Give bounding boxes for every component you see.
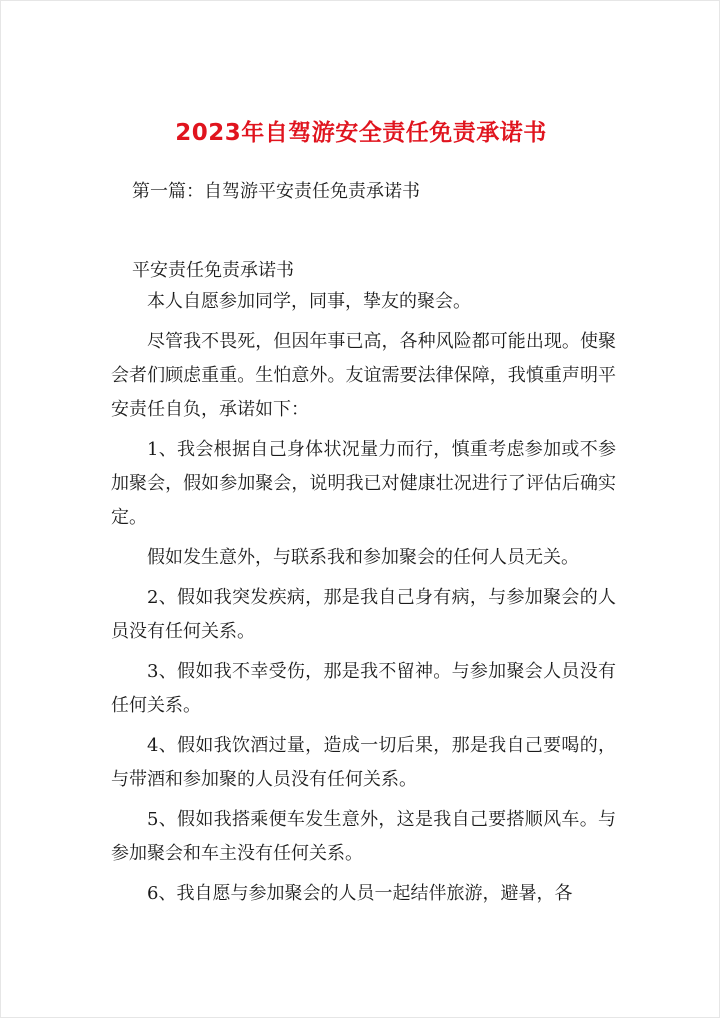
paragraph: 尽管我不畏死，但因年事已高，各种风险都可能出现。使聚会者们顾虑重重。生怕意外。友谊需要法律保障，我慎重声明平安责任自负，承诺如下： xyxy=(111,331,616,420)
section-subheading: 平安责任免责承诺书 xyxy=(132,260,294,281)
paragraph: 1、我会根据自己身体状况量力而行，慎重考虑参加或不参加聚会，假如参加聚会，说明我已对健康壮况进行了评估后确实定。 xyxy=(111,439,616,528)
paragraph: 5、假如我搭乘便车发生意外，这是我自己要搭顺风车。与参加聚会和车主没有任何关系。 xyxy=(111,809,616,864)
paragraph: 假如发生意外，与联系我和参加聚会的任何人员无关。 xyxy=(147,547,579,568)
document-title: 2023年自驾游安全责任免责承诺书 xyxy=(175,120,547,146)
paragraph: 6、我自愿与参加聚会的人员一起结伴旅游，避暑，各 xyxy=(147,883,573,904)
body-text xyxy=(111,285,616,917)
paragraph: 4、假如我饮酒过量，造成一切后果，那是我自己要喝的，与带酒和参加聚的人员没有任何关系。 xyxy=(111,735,616,790)
paragraph: 3、假如我不幸受伤，那是我不留神。与参加聚会人员没有任何关系。 xyxy=(111,661,616,716)
chapter-heading: 第一篇：自驾游平安责任免责承诺书 xyxy=(132,181,420,202)
paragraph: 2、假如我突发疾病，那是我自己身有病，与参加聚会的人员没有任何关系。 xyxy=(111,587,616,642)
paragraph: 本人自愿参加同学，同事，挚友的聚会。 xyxy=(147,291,471,312)
